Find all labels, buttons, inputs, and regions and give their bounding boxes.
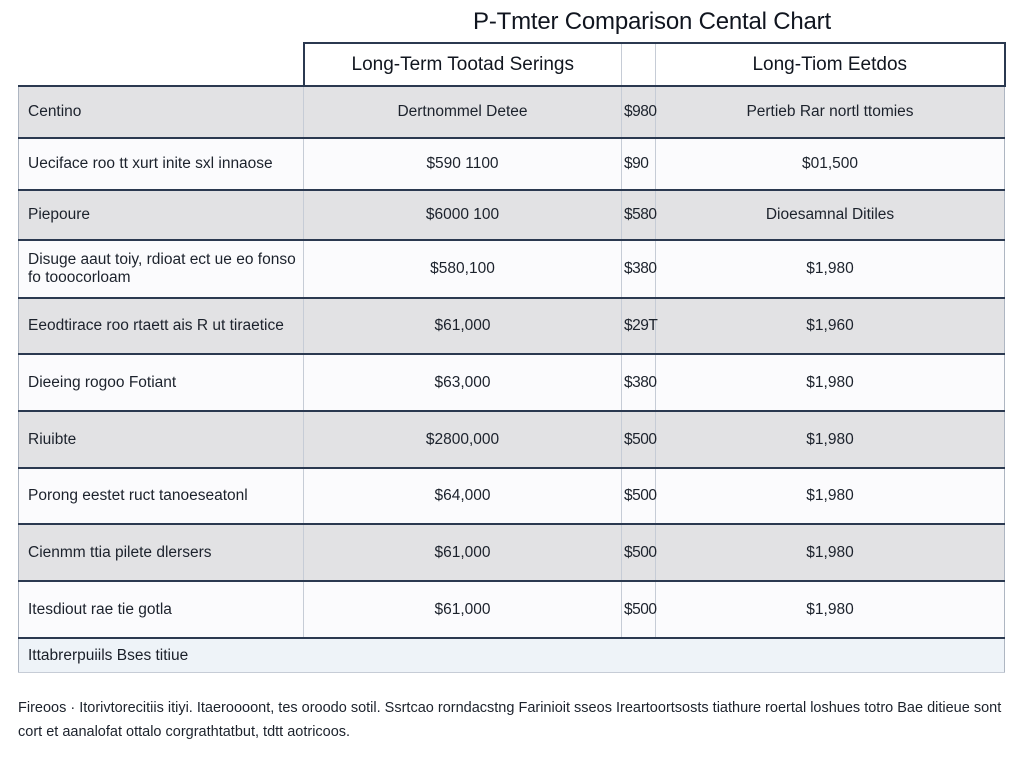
table-row [19, 524, 1005, 581]
row-value-costs: $1,980 [656, 354, 1005, 411]
row-value-costs: $1,960 [656, 298, 1005, 354]
row-label: Eeodtirace roo rtaett ais R ut tiraetice [19, 298, 304, 354]
row-value-savings: $61,000 [304, 298, 622, 354]
row-label: Cienmm ttia pilete dlersers [19, 524, 304, 581]
table-row [19, 354, 1005, 411]
row-value-mid: $29T [622, 298, 656, 354]
table-row [19, 86, 1005, 138]
row-value-savings: $63,000 [304, 354, 622, 411]
row-value-costs: $1,980 [656, 411, 1005, 468]
row-label: Disuge aaut toiy, rdioat ect ue eo fonso fo tooocorloam [19, 240, 304, 298]
row-label: Porong eestet ruct tanoeseatonl [19, 468, 304, 524]
header-row [19, 43, 1005, 86]
row-value-costs: $1,980 [656, 240, 1005, 298]
header-long-term-savings: Long-Term Tootad Serings [304, 43, 622, 86]
row-value-mid: $500 [622, 581, 656, 638]
row-value-savings: $64,000 [304, 468, 622, 524]
table-row [19, 138, 1005, 190]
row-value-savings: $61,000 [304, 524, 622, 581]
row-value-savings: $2800,000 [304, 411, 622, 468]
table-row [19, 468, 1005, 524]
header-blank-cell [19, 43, 304, 86]
row-value-mid: $500 [622, 411, 656, 468]
row-value-mid: $380 [622, 240, 656, 298]
header-long-term-costs: Long-Tiom Eetdos [656, 43, 1005, 86]
row-value-mid: $500 [622, 524, 656, 581]
row-value-costs: $01,500 [656, 138, 1005, 190]
row-label: Centino [19, 86, 304, 138]
row-value-mid: $500 [622, 468, 656, 524]
table-row [19, 190, 1005, 240]
footer-text: Ittabrerpuiils Bses titiue [19, 638, 1005, 673]
row-value-mid: $90 [622, 138, 656, 190]
row-value-mid: $980 [622, 86, 656, 138]
row-value-mid: $380 [622, 354, 656, 411]
row-value-costs: $1,980 [656, 581, 1005, 638]
table-row [19, 240, 1005, 298]
row-value-savings: $590 1100 [304, 138, 622, 190]
row-label: Itesdiout rae tie gotla [19, 581, 304, 638]
row-value-costs: $1,980 [656, 468, 1005, 524]
footer-row [19, 638, 1005, 673]
table-row [19, 298, 1005, 354]
chart-title: P-Tmter Comparison Cental Chart [473, 8, 831, 35]
row-value-costs: $1,980 [656, 524, 1005, 581]
row-label: Dieeing rogoo Fotiant [19, 354, 304, 411]
header-mid-cell [622, 43, 656, 86]
row-value-savings: $6000 100 [304, 190, 622, 240]
footnote: Fireoos · Itorivtorecitiis itiyi. Itaeroooont, tes oroodo sotil. Ssrtcao rorndacstng Farinioit sseos Ireartoortsosts tiathure roertal loshues totro Bae ditieue sont cort et aanalofat ottalo corgrathtatbut, tdtt aotricoos. [18, 700, 1002, 740]
row-value-mid: $580 [622, 190, 656, 240]
comparison-table [18, 42, 1006, 673]
row-value-savings: $580,100 [304, 240, 622, 298]
row-label: Piepoure [19, 190, 304, 240]
row-value-costs: Pertieb Rar nortl ttomies [656, 86, 1005, 138]
table-row [19, 411, 1005, 468]
row-label: Riuibte [19, 411, 304, 468]
table-row [19, 581, 1005, 638]
row-label: Ueciface roo tt xurt inite sxl innaose [19, 138, 304, 190]
row-value-costs: Dioesamnal Ditiles [656, 190, 1005, 240]
row-value-savings: $61,000 [304, 581, 622, 638]
row-value-savings: Dertnommel Detee [304, 86, 622, 138]
